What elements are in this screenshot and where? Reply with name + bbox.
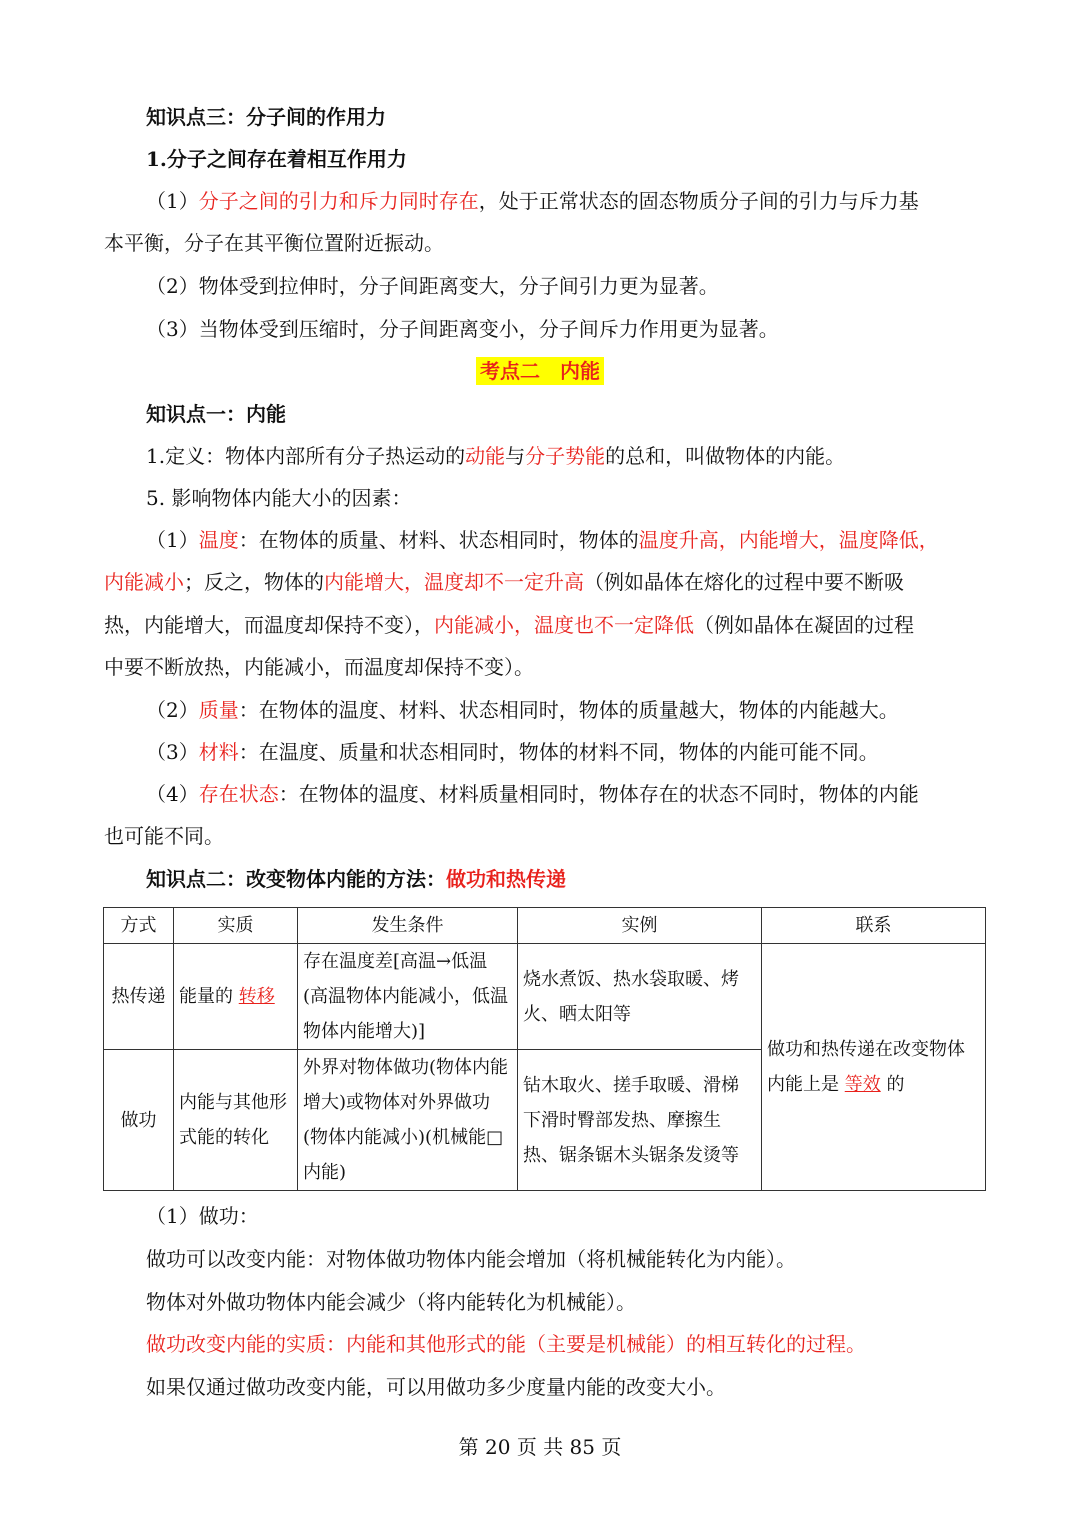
table-header-cell: 实质	[174, 908, 298, 944]
text: ：在温度、质量和状态相同时，物体的材料不同，物体的内能可能不同。	[238, 740, 879, 764]
text: 做功和热传递在改变物体内能上是	[767, 1039, 965, 1095]
table-cell	[762, 944, 986, 1191]
paragraph	[146, 180, 980, 222]
highlight-text: 内能减小	[104, 570, 184, 594]
table-cell	[174, 944, 298, 1050]
table-header-cell: 方式	[104, 908, 174, 944]
paragraph: 5. 影响物体内能大小的因素：	[146, 486, 412, 510]
text: 与	[505, 444, 526, 468]
definition	[146, 435, 980, 477]
page-number: 第 20 页 共 85 页	[458, 1435, 622, 1459]
highlighted-heading: 考点二 内能	[476, 357, 604, 385]
table-cell: 外界对物体做功(物体内能增大)或物体对外界做功(物体内能减小)(机械能□ 内能)	[298, 1050, 518, 1191]
paragraph: 物体对外做功物体内能会减少（将内能转化为机械能）。	[146, 1290, 636, 1314]
highlight-text: 内能增大，温度却不一定升高	[324, 570, 584, 594]
section-title-k1: 知识点一：内能	[146, 402, 286, 426]
text: （3）	[146, 740, 199, 764]
highlight-text: 等效	[844, 1074, 881, 1095]
subheading: 1.分子之间存在着相互作用力	[146, 147, 407, 171]
text: （2）	[146, 698, 199, 722]
text: ；反之，物体的	[184, 570, 324, 594]
paragraph	[104, 561, 980, 603]
table-cell: 内能与其他形式能的转化	[174, 1050, 298, 1191]
paragraph: 本平衡，分子在其平衡位置附近振动。	[104, 231, 444, 255]
table-cell: 做功	[104, 1050, 174, 1191]
paragraph	[146, 731, 980, 773]
paragraph: （2）物体受到拉伸时，分子间距离变大，分子间引力更为显著。	[146, 274, 719, 298]
table-cell: 热传递	[104, 944, 174, 1050]
paragraph	[146, 519, 980, 561]
comparison-table	[103, 907, 986, 1191]
paragraph: （1）做功：	[146, 1204, 259, 1228]
text: 的总和，叫做物体的内能。	[605, 444, 846, 468]
highlight-text: 转移	[238, 986, 275, 1007]
table-cell: 钻木取火、搓手取暖、滑梯下滑时臀部发热、摩擦生热、锯条锯木头锯条发烫等	[518, 1050, 762, 1191]
section-title-k2	[146, 858, 980, 900]
table-cell: 存在温度差[高温→低温(高温物体内能减小，低温物体内能增大)]	[298, 944, 518, 1050]
table-header-cell: 发生条件	[298, 908, 518, 944]
text: ：在物体的温度、材料、状态相同时，物体的质量越大，物体的内能越大。	[238, 698, 899, 722]
text: 热，内能增大，而温度却保持不变），	[104, 613, 434, 637]
table-header-row	[104, 908, 986, 944]
paragraph: 做功可以改变内能：对物体做功物体内能会增加（将机械能转化为内能）。	[146, 1247, 796, 1271]
paragraph: （3）当物体受到压缩时，分子间距离变小，分子间斥力作用更为显著。	[146, 317, 779, 341]
text: 的	[880, 1074, 905, 1095]
highlight-text: 分子之间的引力和斥力同时存在	[198, 189, 479, 213]
highlight-text: 分子势能	[525, 444, 606, 468]
text: 1.定义：物体内部所有分子热运动的	[146, 444, 466, 468]
highlight-text: 存在状态	[198, 782, 279, 806]
paragraph	[146, 773, 980, 815]
table-cell: 烧水煮饭、热水袋取暖、烤火、晒太阳等	[518, 944, 762, 1050]
highlight-text: 内能减小，温度也不一定降低	[434, 613, 694, 637]
highlight-text: 温度	[198, 528, 239, 552]
table-header-cell: 联系	[762, 908, 986, 944]
highlight-text: 材料	[198, 740, 239, 764]
paragraph: 中要不断放热，内能减小，而温度却保持不变）。	[104, 655, 534, 679]
text: ：在物体的温度、材料质量相同时，物体存在的状态不同时，物体的内能	[278, 782, 919, 806]
section-title-k3: 知识点三：分子间的作用力	[146, 105, 386, 129]
text: （例如晶体在熔化的过程中要不断吸	[584, 570, 904, 594]
highlight-text: 温度升高，内能增大，温度降低，	[638, 528, 939, 552]
highlight-text: 动能	[465, 444, 506, 468]
text: （1）	[146, 189, 199, 213]
text: ：在物体的质量、材料、状态相同时，物体的	[238, 528, 639, 552]
paragraph: 做功改变内能的实质：内能和其他形式的能（主要是机械能）的相互转化的过程。	[146, 1332, 866, 1356]
paragraph	[146, 689, 980, 731]
paragraph	[104, 604, 980, 646]
text: ，处于正常状态的固态物质分子间的引力与斥力基	[478, 189, 919, 213]
table-row	[104, 944, 986, 1050]
paragraph: 也可能不同。	[104, 824, 224, 848]
text: 能量的	[179, 986, 239, 1007]
text: 知识点二：改变物体内能的方法：	[146, 867, 446, 891]
highlight-text: 做功和热传递	[446, 867, 566, 891]
text: （1）	[146, 528, 199, 552]
highlight-text: 质量	[198, 698, 239, 722]
text: （4）	[146, 782, 199, 806]
table-header-cell: 实例	[518, 908, 762, 944]
text: （例如晶体在凝固的过程	[694, 613, 914, 637]
section-heading	[0, 352, 1080, 390]
paragraph: 如果仅通过做功改变内能，可以用做功多少度量内能的改变大小。	[146, 1375, 726, 1399]
